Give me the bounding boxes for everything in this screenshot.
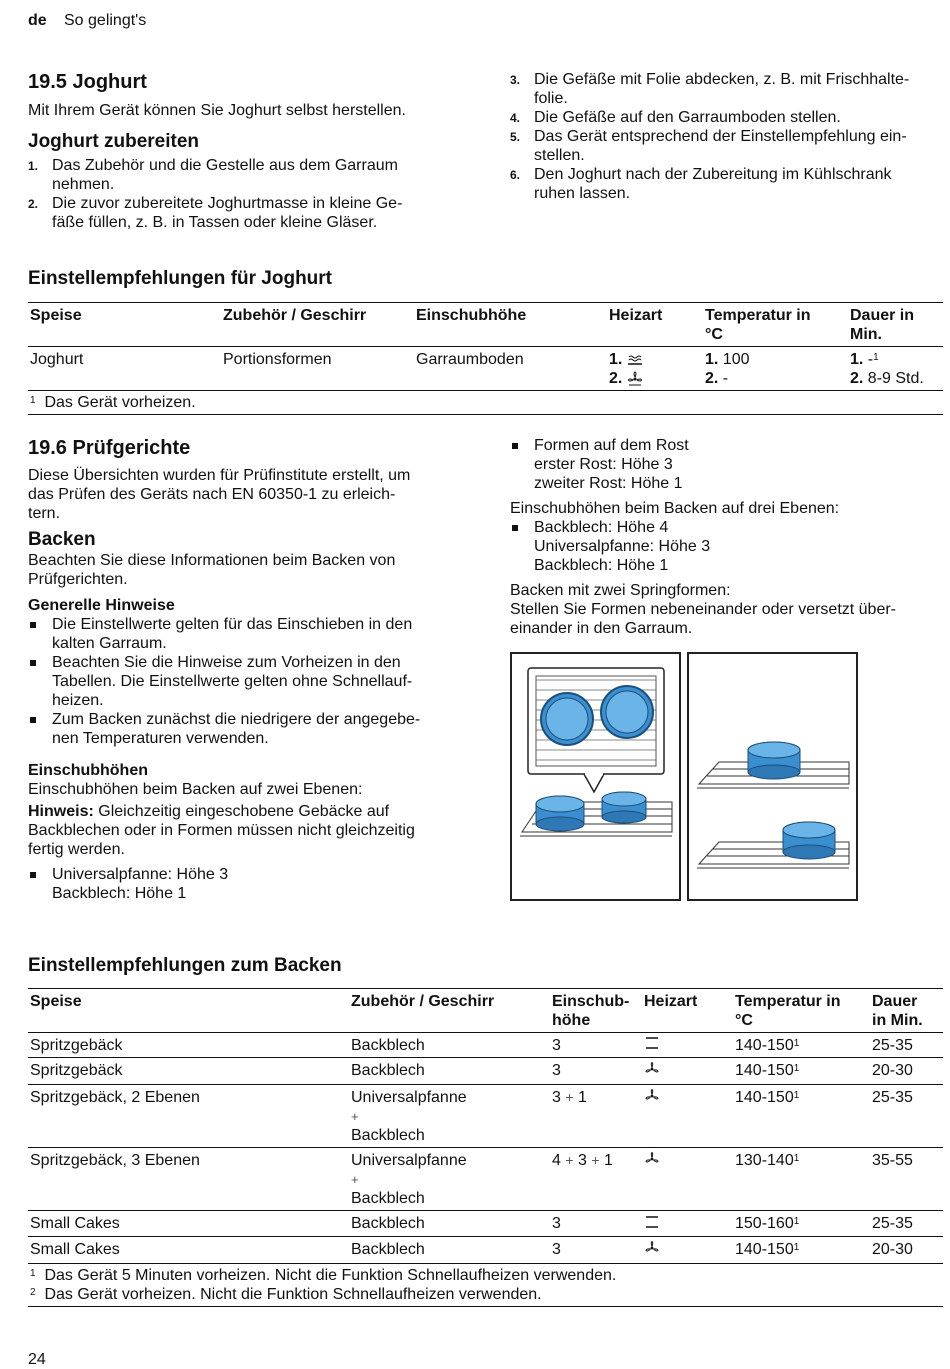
step-4: 4. Die Gefäße auf den Garraumboden stellen.	[510, 109, 841, 126]
table-backen	[28, 988, 943, 1307]
step-3: 3. Die Gefäße mit Folie abdecken, z. B. mit Frischhalte- folie.	[510, 71, 910, 107]
cell-zubehoer: Universalpfanne + Backblech	[351, 1152, 467, 1208]
list-item: Universalpfanne: Höhe 3 Backblech: Höhe 1	[28, 865, 468, 903]
section-19-5-title: 19.5 Joghurt	[28, 71, 147, 93]
cell-heizart	[642, 1085, 733, 1148]
cell-speise: Spritzgebäck	[30, 1062, 123, 1080]
footnote: $^2$ Das Gerät vorheizen. Nicht die Funktion Schnellaufheizen verwenden.	[30, 1285, 542, 1303]
backen-heading: Backen	[28, 529, 96, 550]
cell-einschub: 3	[552, 1240, 561, 1258]
three-levels-list	[510, 518, 945, 575]
table-row	[28, 1085, 943, 1148]
springforms-offset-illustration	[689, 654, 856, 899]
cell-einschub: 4 + 3 + 1	[552, 1152, 613, 1170]
col-speise: Speise	[30, 993, 82, 1010]
cell-temperatur: 1. 100 2. -	[705, 351, 750, 387]
cell-speise: Small Cakes	[30, 1215, 120, 1233]
cell-zubehoer: Universalpfanne + Backblech	[351, 1089, 467, 1145]
cell-einschub: Garraumboden	[416, 351, 524, 368]
table-backen-title: Einstellempfehlungen zum Backen	[28, 955, 342, 976]
cell-heizart	[642, 1148, 733, 1211]
table-row	[28, 347, 943, 391]
figure-springforms-side-by-side	[510, 652, 681, 901]
rost-list	[510, 436, 945, 493]
cell-temperatur: $150-160^1$	[735, 1215, 800, 1233]
cell-dauer: 20-30	[872, 1062, 913, 1080]
springform-text: Backen mit zwei Springformen: Stellen Sie Formen nebeneinander oder versetzt über- einander in den Garraum.	[510, 582, 896, 637]
cell-heizart	[642, 1033, 733, 1058]
einschub-two-levels: Einschubhöhen beim Backen auf zwei Ebenen:	[28, 781, 363, 798]
language-code: de	[28, 12, 47, 29]
table-row	[28, 1211, 943, 1236]
step-1: 1. Das Zubehör und die Gestelle aus dem Garraum nehmen.	[28, 157, 398, 193]
col-temperatur: Temperatur in °C	[735, 993, 841, 1029]
steps-list-right	[510, 70, 945, 203]
cell-einschub: 3	[552, 1215, 561, 1233]
page-number: 24	[28, 1351, 46, 1368]
steps-list-left	[28, 156, 468, 232]
list-item: Zum Backen zunächst die niedrigere der angegebe- nen Temperaturen verwenden.	[28, 710, 468, 748]
cell-dauer: 25-35	[872, 1215, 913, 1233]
table-row	[28, 1148, 943, 1211]
cell-speise: Small Cakes	[30, 1240, 120, 1258]
figure-springforms-offset	[687, 652, 858, 901]
col-zubehoer: Zubehör / Geschirr	[351, 993, 495, 1010]
fan-icon	[644, 1151, 660, 1172]
step-2: 2. Die zuvor zubereitete Joghurtmasse in kleine Ge- fäße füllen, z. B. in Tassen oder kleine Gläser.	[28, 195, 403, 231]
step-5: 5. Das Gerät entsprechend der Einstellempfehlung ein- stellen.	[510, 128, 907, 164]
table-joghurt-title: Einstellempfehlungen für Joghurt	[28, 268, 333, 289]
generelle-hinweise-heading: Generelle Hinweise	[28, 597, 175, 614]
cell-dauer: 20-30	[872, 1240, 913, 1258]
section-19-5-right	[510, 70, 945, 203]
cell-einschub: 3 + 1	[552, 1089, 587, 1107]
table-row	[28, 1033, 943, 1058]
cell-temperatur: $140-150^1$	[735, 1089, 800, 1107]
generelle-hinweise-list	[28, 615, 468, 748]
col-einschub: Einschub- höhe	[552, 993, 630, 1029]
cell-heizart: 1. 2.	[607, 347, 703, 391]
col-temperatur: Temperatur in °C	[705, 307, 811, 343]
col-dauer: Dauer in Min.	[872, 993, 923, 1029]
three-levels-title: Einschubhöhen beim Backen auf drei Ebenen:	[510, 500, 840, 517]
table-joghurt	[28, 302, 943, 415]
col-speise: Speise	[30, 307, 82, 324]
einschubhoehen-heading: Einschubhöhen	[28, 762, 148, 779]
cell-speise: Spritzgebäck, 3 Ebenen	[30, 1152, 200, 1170]
cell-heizart	[642, 1058, 733, 1085]
section-19-6-left	[28, 436, 468, 903]
fan-icon	[644, 1240, 660, 1261]
fan-icon	[644, 1088, 660, 1109]
chapter-title: So gelingt's	[64, 12, 147, 29]
cell-heizart	[642, 1236, 733, 1263]
cell-zubehoer: Backblech	[351, 1037, 425, 1054]
springforms-top-view-illustration	[512, 654, 679, 899]
two-levels-list	[28, 865, 468, 903]
table-footnotes-row	[28, 1263, 943, 1306]
section-19-6-title: 19.6 Prüfgerichte	[28, 437, 191, 459]
col-heizart: Heizart	[609, 307, 663, 324]
cell-heizart	[642, 1211, 733, 1236]
table-row	[28, 1058, 943, 1085]
cell-speise: Joghurt	[30, 351, 84, 368]
section-19-6-right	[510, 436, 945, 638]
cell-dauer: 1. -$^1$ 2. 8-9 Std.	[850, 351, 924, 387]
footnote: $^1$ Das Gerät 5 Minuten vorheizen. Nicht die Funktion Schnellaufheizen verwenden.	[30, 1266, 617, 1284]
col-dauer: Dauer in Min.	[850, 307, 915, 343]
backen-text: Beachten Sie diese Informationen beim Backen von Prüfgerichten.	[28, 552, 396, 588]
section-19-5-intro: Mit Ihrem Gerät können Sie Joghurt selbst herstellen.	[28, 102, 406, 119]
cell-zubehoer: Backblech	[351, 1062, 425, 1080]
table-row	[28, 1236, 943, 1263]
step-6: 6. Den Joghurt nach der Zubereitung im Kühlschrank ruhen lassen.	[510, 166, 892, 202]
cell-einschub: 3	[552, 1062, 561, 1080]
fan-icon	[644, 1061, 660, 1082]
cell-zubehoer: Backblech	[351, 1240, 425, 1258]
cell-dauer: 25-35	[872, 1037, 913, 1054]
list-item: Beachten Sie die Hinweise zum Vorheizen in den Tabellen. Die Einstellwerte gelten ohne Schnellauf- heizen.	[28, 653, 468, 710]
cell-zubehoer: Portionsformen	[223, 351, 332, 368]
list-item: Die Einstellwerte gelten für das Einschieben in den kalten Garraum.	[28, 615, 468, 653]
cell-temperatur: $140-150^1$	[735, 1062, 800, 1080]
section-19-6-intro: Diese Übersichten wurden für Prüfinstitute erstellt, um das Prüfen des Geräts nach EN 60350-1 zu erleich- tern.	[28, 467, 411, 522]
cell-temperatur: $140-150^1$	[735, 1037, 800, 1054]
col-heizart: Heizart	[644, 993, 698, 1010]
col-zubehoer: Zubehör / Geschirr	[223, 307, 367, 324]
cell-temperatur: $130-140^1$	[735, 1152, 800, 1170]
joghurt-zubereiten-heading: Joghurt zubereiten	[28, 131, 200, 152]
cell-speise: Spritzgebäck	[30, 1037, 123, 1054]
fan-heat-icon	[627, 371, 643, 387]
col-einschub: Einschubhöhe	[416, 307, 527, 324]
cell-temperatur: $140-150^1$	[735, 1240, 800, 1258]
cell-dauer: 35-55	[872, 1152, 913, 1170]
bottom-heat-icon	[627, 354, 643, 366]
section-19-5-left	[28, 70, 468, 232]
cell-speise: Spritzgebäck, 2 Ebenen	[30, 1089, 200, 1107]
cell-zubehoer: Backblech	[351, 1215, 425, 1233]
top-bottom-heat-icon	[644, 1215, 660, 1234]
table-footnote-row: $^1$ Das Gerät vorheizen.	[28, 391, 943, 415]
list-item: Backblech: Höhe 4 Universalpfanne: Höhe 3 Backblech: Höhe 1	[510, 518, 945, 575]
top-bottom-heat-icon	[644, 1036, 660, 1055]
list-item: Formen auf dem Rost erster Rost: Höhe 3 zweiter Rost: Höhe 1	[510, 436, 945, 493]
cell-einschub: 3	[552, 1037, 561, 1054]
hinweis-text: Hinweis: Gleichzeitig eingeschobene Gebäcke auf Backblechen oder in Formen müssen nicht gleichzeitig fertig werden.	[28, 803, 415, 858]
cell-dauer: 25-35	[872, 1089, 913, 1107]
